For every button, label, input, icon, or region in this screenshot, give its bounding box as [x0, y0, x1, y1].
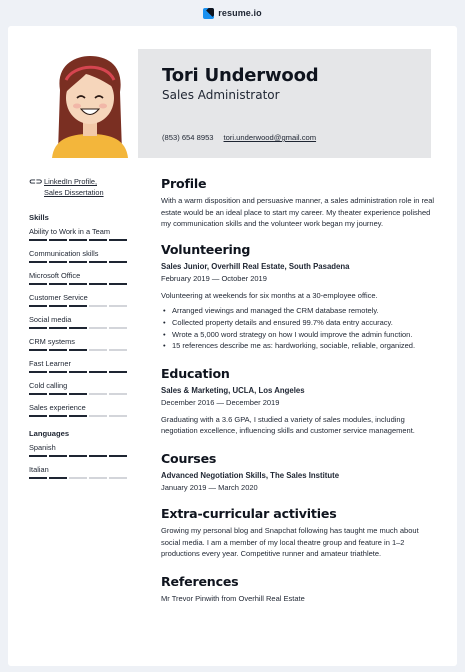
courses-heading: Courses	[161, 450, 217, 466]
skill-level-segment	[49, 371, 67, 373]
skill-level-bar	[29, 327, 129, 329]
skill-level-segment	[29, 477, 47, 479]
skill-level-bar	[29, 239, 129, 241]
courses-dates: January 2019 — March 2020	[161, 482, 258, 492]
skill-level-segment	[109, 305, 127, 307]
skill-name: Sales experience	[29, 403, 86, 412]
skill-item	[29, 443, 129, 457]
skill-level-segment	[109, 349, 127, 351]
skill-level-segment	[69, 477, 87, 479]
skill-name: Ability to Work in a Team	[29, 227, 111, 236]
skill-item	[29, 271, 129, 285]
skill-level-segment	[109, 393, 127, 395]
skill-level-segment	[109, 283, 127, 285]
volunteering-text: Volunteering at weekends for six months at a 30-employee office.	[161, 290, 378, 300]
bullet-item: • Wrote a 5,000 word strategy on how I would improve the admin function.	[161, 329, 436, 341]
skill-level-segment	[29, 371, 47, 373]
skill-level-segment	[49, 239, 67, 241]
skill-level-segment	[109, 371, 127, 373]
profile-heading: Profile	[161, 176, 207, 191]
references-section	[161, 574, 436, 605]
profile-text: With a warm disposition and persuasive manner, a sales administration role in real estate would be an ideal place to start my career. My theater experience polished my communication skills and the volunteer work began my journey.	[161, 196, 435, 229]
job-title: Sales Administrator	[162, 88, 280, 102]
extracurricular-section	[161, 506, 436, 560]
linkedin-link[interactable]: LinkedIn Profile,	[44, 177, 97, 186]
skill-name: Italian	[29, 465, 49, 474]
skill-level-bar	[29, 393, 129, 395]
skill-level-bar	[29, 371, 129, 373]
skill-level-segment	[49, 261, 67, 263]
references-heading: References	[161, 573, 239, 589]
skill-name: Spanish	[29, 443, 56, 452]
profile-section	[161, 176, 436, 230]
skill-level-segment	[69, 239, 87, 241]
skill-level-segment	[109, 477, 127, 479]
bullet-item: • Arranged viewings and managed the CRM database remotely.	[161, 305, 436, 317]
link-icon: ⊂⊃	[29, 177, 43, 186]
skill-item	[29, 249, 129, 263]
email-link[interactable]: tori.underwood@gmail.com	[223, 133, 317, 142]
skill-level-segment	[89, 305, 107, 307]
skill-level-segment	[89, 349, 107, 351]
skill-level-segment	[69, 393, 87, 395]
skill-name: Cold calling	[29, 381, 68, 390]
skill-name: Microsoft Office	[29, 271, 81, 280]
skill-level-bar	[29, 283, 129, 285]
links-item[interactable]	[29, 176, 129, 198]
skill-level-segment	[49, 477, 67, 479]
skill-level-segment	[89, 283, 107, 285]
resume-io-logo-icon[interactable]	[203, 8, 214, 19]
skill-level-segment	[89, 239, 107, 241]
skill-level-segment	[109, 327, 127, 329]
skill-level-segment	[89, 393, 107, 395]
bullet-item: • 15 references describe me as: hardworking, sociable, reliable, organized.	[161, 340, 436, 352]
skill-level-segment	[69, 261, 87, 263]
skill-level-segment	[89, 455, 107, 457]
skill-level-segment	[69, 371, 87, 373]
skill-level-segment	[29, 349, 47, 351]
skill-level-bar	[29, 415, 129, 417]
skill-level-segment	[49, 455, 67, 457]
skill-level-segment	[29, 305, 47, 307]
skill-level-bar	[29, 305, 129, 307]
education-section	[161, 366, 436, 437]
phone-number: (853) 654 8953	[162, 133, 214, 142]
skill-item	[29, 337, 129, 351]
skill-level-segment	[49, 349, 67, 351]
education-entry-title: Sales & Marketing, UCLA, Los Angeles	[161, 385, 305, 395]
volunteering-section	[161, 242, 436, 352]
volunteering-bullets	[161, 305, 436, 351]
skill-name: CRM systems	[29, 337, 75, 346]
courses-entry-title: Advanced Negotiation Skills, The Sales Institute	[161, 470, 340, 480]
languages-heading: Languages	[29, 429, 70, 438]
skill-level-segment	[29, 393, 47, 395]
volunteering-heading: Volunteering	[161, 241, 251, 257]
skill-level-segment	[89, 261, 107, 263]
resume-page	[8, 26, 457, 666]
skill-level-segment	[29, 283, 47, 285]
dissertation-link[interactable]: Sales Dissertation	[44, 188, 104, 197]
skill-level-segment	[29, 415, 47, 417]
skill-item	[29, 381, 129, 395]
references-text: Mr Trevor Pinwith from Overhill Real Estate	[161, 593, 305, 603]
right-column	[161, 176, 436, 604]
skill-name: Fast Learner	[29, 359, 71, 368]
education-dates: December 2016 — December 2019	[161, 397, 280, 407]
skill-item	[29, 403, 129, 417]
skill-level-segment	[69, 455, 87, 457]
skills-heading: Skills	[29, 213, 49, 222]
skill-level-segment	[49, 327, 67, 329]
skill-item	[29, 315, 129, 329]
top-bar	[0, 0, 465, 26]
skill-level-segment	[89, 371, 107, 373]
skill-level-segment	[69, 415, 87, 417]
bullet-item: • Collected property details and ensured 99.7% data entry accuracy.	[161, 317, 436, 329]
skill-level-segment	[29, 239, 47, 241]
skill-name: Social media	[29, 315, 72, 324]
education-text: Graduating with a 3.6 GPA, I studied a variety of sales modules, including negotiation excellence, influencing skills and customer service management.	[161, 414, 415, 436]
contact-row	[162, 133, 316, 142]
courses-section	[161, 451, 436, 494]
skill-level-segment	[109, 261, 127, 263]
skill-level-segment	[89, 477, 107, 479]
skill-level-segment	[29, 261, 47, 263]
skill-level-segment	[109, 239, 127, 241]
skill-level-segment	[29, 455, 47, 457]
skill-level-segment	[69, 349, 87, 351]
skill-level-segment	[69, 305, 87, 307]
skill-level-segment	[69, 327, 87, 329]
languages-list	[29, 443, 129, 479]
skill-level-bar	[29, 261, 129, 263]
candidate-name: Tori Underwood	[162, 65, 319, 86]
volunteering-entry-title: Sales Junior, Overhill Real Estate, South Pasadena	[161, 261, 350, 271]
header-box	[138, 49, 431, 158]
skill-level-segment	[49, 305, 67, 307]
skills-list	[29, 227, 129, 417]
skill-level-bar	[29, 455, 129, 457]
skill-level-segment	[89, 327, 107, 329]
skill-item	[29, 465, 129, 479]
skill-item	[29, 227, 129, 241]
skill-level-segment	[49, 415, 67, 417]
extracurricular-heading: Extra-curricular activities	[161, 505, 337, 521]
skill-level-bar	[29, 349, 129, 351]
brand-name[interactable]: resume.io	[218, 8, 262, 18]
skill-level-segment	[29, 327, 47, 329]
skill-name: Communication skills	[29, 249, 99, 258]
skill-level-segment	[109, 455, 127, 457]
education-heading: Education	[161, 365, 230, 381]
skill-level-segment	[89, 415, 107, 417]
volunteering-dates: February 2019 — October 2019	[161, 273, 267, 283]
skill-level-segment	[49, 393, 67, 395]
skill-item	[29, 293, 129, 307]
skill-level-segment	[69, 283, 87, 285]
skill-level-segment	[109, 415, 127, 417]
profile-avatar	[46, 48, 134, 158]
skill-level-bar	[29, 477, 129, 479]
skill-item	[29, 359, 129, 373]
left-column	[29, 176, 129, 487]
skill-name: Customer Service	[29, 293, 88, 302]
skill-level-segment	[49, 283, 67, 285]
extracurricular-text: Growing my personal blog and Snapchat following has taught me much about social media. I am a member of my local theatre group and feature in 1–2 productions every year. Competitive runner and amateur triathlete.	[161, 525, 419, 559]
